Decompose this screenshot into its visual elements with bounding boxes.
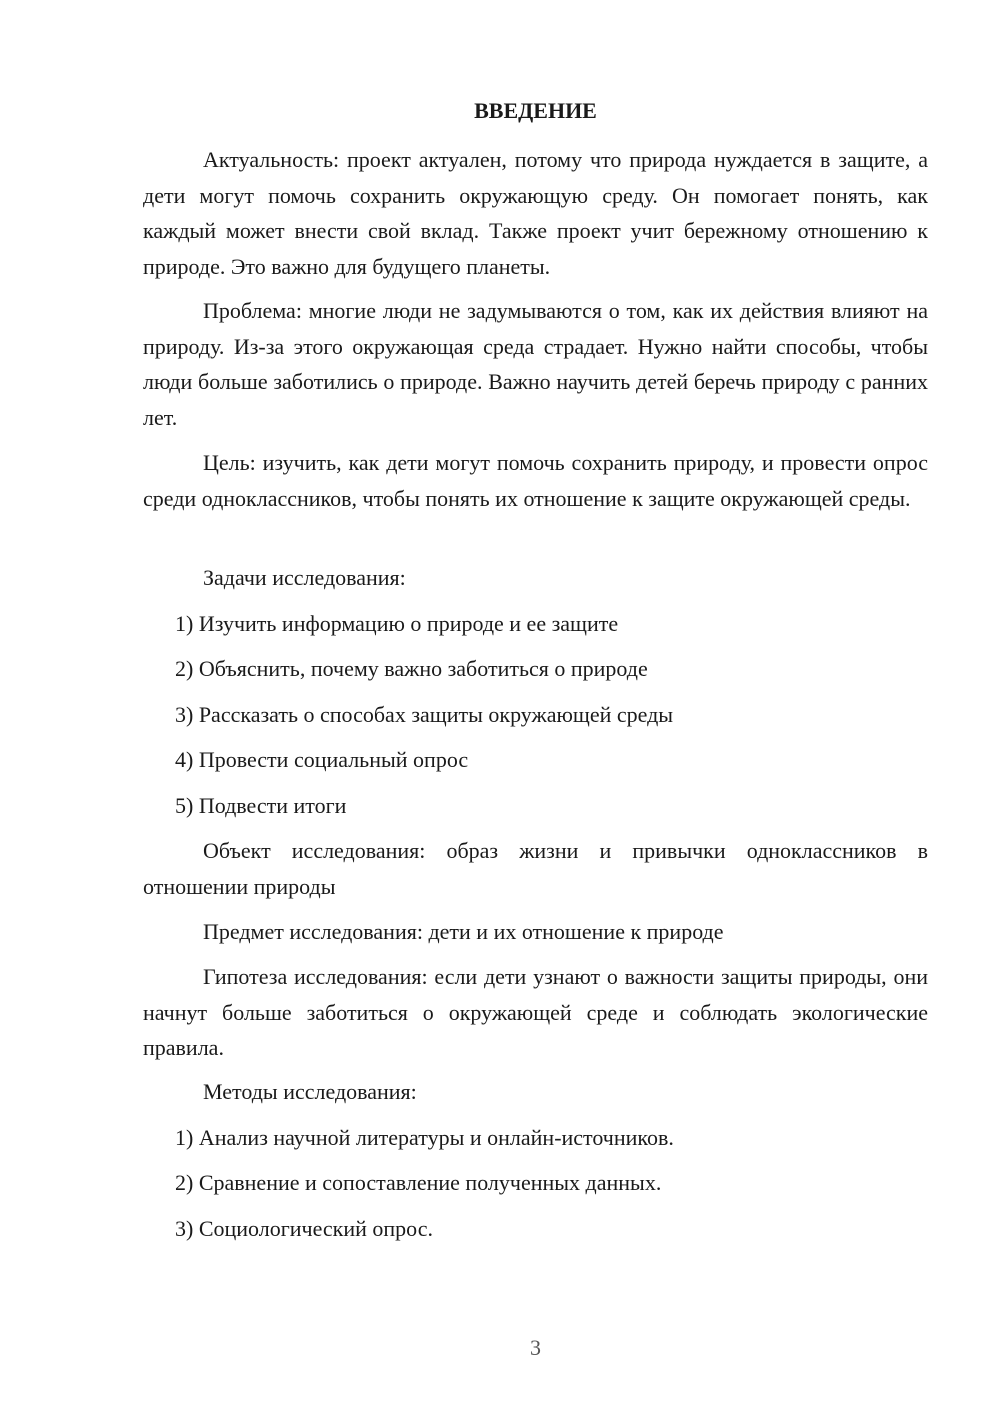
hypothesis-paragraph: Гипотеза исследования: если дети узнают о важности защиты природы, они начнут больше заботиться о окружающей среде и соблюдать экологические правила. (143, 964, 928, 1060)
method-item: 2) Сравнение и сопоставление полученных данных. (175, 1170, 662, 1195)
page-number: 3 (530, 1335, 541, 1360)
task-item: 1) Изучить информацию о природе и ее защите (175, 611, 619, 636)
goal-paragraph: Цель: изучить, как дети могут помочь сохранить природу, и провести опрос среди одноклассников, чтобы понять их отношение к защите окружающей среды. (143, 450, 928, 511)
task-item: 4) Провести социальный опрос (175, 747, 469, 772)
subject-paragraph: Предмет исследования: дети и их отношение к природе (203, 919, 724, 944)
task-item: 2) Объяснить, почему важно заботиться о природе (175, 656, 648, 681)
method-item: 1) Анализ научной литературы и онлайн-источников. (175, 1125, 674, 1150)
method-item: 3) Социологический опрос. (175, 1216, 433, 1241)
task-item: 5) Подвести итоги (175, 793, 347, 818)
document-page (143, 0, 928, 1414)
tasks-heading: Задачи исследования: (203, 565, 406, 590)
problem-paragraph: Проблема: многие люди не задумываются о том, как их действия влияют на природу. Из-за этого окружающая среда страдает. Нужно найти способы, чтобы люди больше заботились о природе. Важно научить детей беречь природу с ранних лет. (143, 298, 928, 430)
relevance-paragraph: Актуальность: проект актуален, потому что природа нуждается в защите, а дети могут помочь сохранить окружающую среду. Он помогает понять, как каждый может внести свой вклад. Также проект учит бережному отношению к природе. Это важно для будущего планеты. (143, 147, 928, 279)
object-paragraph: Объект исследования: образ жизни и привычки одноклассников в отношении природы (143, 838, 928, 899)
page-title: ВВЕДЕНИЕ (474, 98, 597, 123)
methods-heading: Методы исследования: (203, 1079, 417, 1104)
task-item: 3) Рассказать о способах защиты окружающей среды (175, 702, 674, 727)
